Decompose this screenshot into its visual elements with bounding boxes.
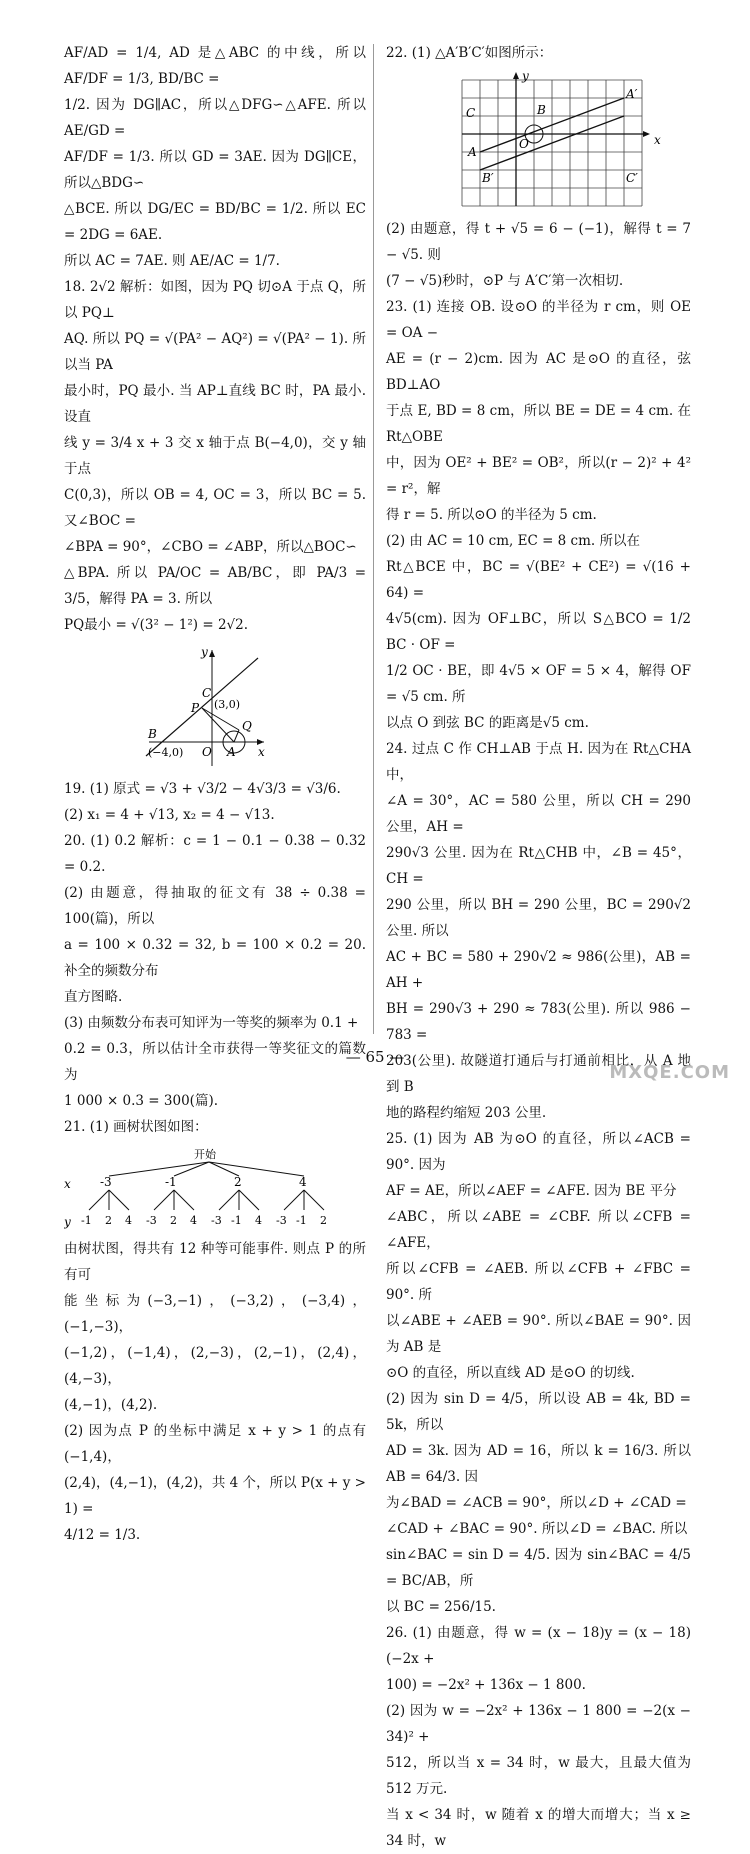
text-line: 最小时，PQ 最小. 当 AP⊥直线 BC 时，PA 最小. 设直	[64, 383, 366, 425]
text-line: 4/12 = 1/3.	[64, 1527, 141, 1543]
text-line: 所以 AC = 7AE. 则 AE/AC = 1/7.	[64, 253, 280, 269]
tree-node: -1	[165, 1175, 177, 1189]
text-line: AE = (r − 2)cm. 因为 AC 是⊙O 的直径，弦 BD⊥AO	[386, 351, 691, 393]
text-line: (7 − √5)秒时，⊙P 与 A′C′第一次相切.	[386, 273, 624, 289]
label: (3,0)	[214, 698, 241, 711]
text-line: (4,−1)，(4,2).	[64, 1397, 158, 1413]
text-line: 以 BC = 256/15.	[386, 1599, 496, 1615]
label: y	[201, 645, 208, 659]
text-line: 能坐标为(−3,−1)，(−3,2)，(−3,4)，(−1,−3)，	[64, 1293, 366, 1335]
tree-leaf: 4	[190, 1214, 197, 1227]
tree-node: -3	[100, 1175, 112, 1189]
label: A	[468, 145, 477, 159]
text-line: AD = 3k. 因为 AD = 16，所以 k = 16/3. 所以 AB = 64/3. 因	[386, 1443, 691, 1485]
label: B	[148, 727, 157, 741]
problem-19: 19. (1) 原式 = √3 + √3/2 − 4√3/3 = √3/6.	[64, 781, 341, 797]
text-line: BH = 290√3 + 290 ≈ 783(公里). 所以 986 − 783 =	[386, 1001, 691, 1043]
text-line: 线 y = 3/4 x + 3 交 x 轴于点 B(−4,0)，交 y 轴于点	[64, 435, 366, 477]
watermark: MXQE.COM	[609, 1062, 730, 1083]
text-line: (2) 由题意，得抽取的征文有 38 ÷ 0.38 = 100(篇)，所以	[64, 885, 366, 927]
text-line: AF/AD = 1/4, AD 是△ABC 的中线，所以 AF/DF = 1/3, BD/BC =	[64, 45, 366, 87]
text-line: 当 x < 34 时，w 随着 x 的增大而增大；当 x ≥ 34 时，w	[386, 1807, 691, 1849]
text-line: 100) = −2x² + 136x − 1 800.	[386, 1677, 586, 1693]
figure-22	[386, 72, 691, 210]
text-line: AQ. 所以 PQ = √(PA² − AQ²) = √(PA² − 1). 所以当 PA	[64, 331, 366, 373]
label: x	[258, 745, 265, 759]
label: C′	[626, 171, 638, 185]
text-line: ∠ABC，所以∠ABE = ∠CBF. 所以∠CFB = ∠AFE，	[386, 1209, 691, 1251]
text-line: 512，所以当 x = 34 时，w 最大，且最大值为 512 万元.	[386, 1755, 691, 1797]
text-line: AC + BC = 580 + 290√2 ≈ 986(公里)，AB = AH +	[386, 949, 691, 991]
label: x	[654, 133, 661, 147]
text-line: 0.2 = 0.3，所以估计全市获得一等奖征文的篇数为	[64, 1041, 366, 1083]
text-line: (2) 因为 sin D = 4/5，所以设 AB = 4k, BD = 5k，所以	[386, 1391, 691, 1433]
label: P	[191, 701, 200, 715]
text-line: (2) 由 AC = 10 cm, EC = 8 cm. 所以在	[386, 533, 640, 549]
tree-leaf: -1	[231, 1214, 242, 1227]
tree-y-label: y	[64, 1215, 71, 1229]
text-line: 290√3 公里. 因为在 Rt△CHB 中，∠B = 45°，CH =	[386, 845, 691, 887]
text-line: △BPA. 所以 PA/OC = AB/BC，即 PA/3 = 3/5，解得 PA = 3. 所以	[64, 565, 366, 607]
tree-leaf: 4	[255, 1214, 262, 1227]
text-line: 290 公里，所以 BH = 290 公里，BC = 290√2 公里. 所以	[386, 897, 691, 939]
label: C	[466, 106, 476, 120]
text-line: △BCE. 所以 DG/EC = BD/BC = 1/2. 所以 EC = 2DG = 6AE.	[64, 201, 366, 243]
tree-node: 2	[234, 1175, 242, 1189]
text-line: 1/2 OC · BE，即 4√5 × OF = 5 × 4，解得 OF = √5 cm. 所	[386, 663, 691, 705]
problem-20: 20. (1) 0.2 解析：c = 1 − 0.1 − 0.38 − 0.32 = 0.2.	[64, 833, 366, 875]
text-line: 中，因为 OE² + BE² = OB²，所以(r − 2)² + 4² = r²，解	[386, 455, 691, 497]
text-line: a = 100 × 0.32 = 32, b = 100 × 0.2 = 20. 补全的频数分布	[64, 937, 366, 979]
label: (−4,0)	[148, 746, 184, 759]
label: Q	[242, 719, 252, 733]
tree-leaf: -3	[146, 1214, 157, 1227]
tree-leaf: -3	[211, 1214, 222, 1227]
tree-leaf: -1	[296, 1214, 307, 1227]
tree-leaf: 4	[125, 1214, 132, 1227]
problem-25: 25. (1) 因为 AB 为⊙O 的直径，所以∠ACB = 90°. 因为	[386, 1131, 691, 1173]
problem-23: 23. (1) 连接 OB. 设⊙O 的半径为 r cm，则 OE = OA −	[386, 299, 691, 341]
label: B	[537, 103, 546, 117]
text-line: 4√5(cm). 因为 OF⊥BC，所以 S△BCO = 1/2 BC · OF =	[386, 611, 691, 653]
text-line: 直方图略.	[64, 989, 123, 1005]
text-line: ∠BPA = 90°，∠CBO = ∠ABP，所以△BOC∽	[64, 539, 357, 555]
label: B′	[482, 171, 494, 185]
label: y	[522, 72, 529, 83]
text-line: (2,4)，(4,−1)，(4,2)，共 4 个，所以 P(x + y > 1) =	[64, 1475, 366, 1517]
left-column	[64, 40, 366, 1548]
text-line: 以∠ABE + ∠AEB = 90°. 所以∠BAE = 90°. 因为 AB 是	[386, 1313, 691, 1355]
text-line: (3) 由频数分布表可知评为一等奖的频率为 0.1 +	[64, 1015, 359, 1031]
tree-x-label: x	[64, 1177, 71, 1191]
column-divider	[373, 44, 374, 1034]
text-line: (2) 因为点 P 的坐标中满足 x + y > 1 的点有(−1,4)，	[64, 1423, 366, 1465]
text-line: Rt△BCE 中，BC = √(BE² + CE²) = √(16 + 64) =	[386, 559, 691, 601]
text-line: 所以∠CFB = ∠AEB. 所以∠CFB + ∠FBC = 90°. 所	[386, 1261, 691, 1303]
tree-leaf: 2	[170, 1214, 177, 1227]
problem-22: 22. (1) △A′B′C′如图所示：	[386, 45, 553, 61]
text-line: ∠A = 30°，AC = 580 公里，所以 CH = 290 公里，AH =	[386, 793, 691, 835]
text-line: (2) x₁ = 4 + √13, x₂ = 4 − √13.	[64, 807, 275, 823]
text-line: 地的路程约缩短 203 公里.	[386, 1105, 547, 1121]
text-line: (2) 由题意，得 t + √5 = 6 − (−1)，解得 t = 7 − √5. 则	[386, 221, 691, 263]
text-line: (−1,2)，(−1,4)，(2,−3)，(2,−1)，(2,4)，(4,−3)，	[64, 1345, 366, 1387]
figure-18	[64, 644, 366, 770]
tree-root: 开始	[194, 1148, 216, 1161]
text-line: (2) 因为 w = −2x² + 136x − 1 800 = −2(x − 34)² +	[386, 1703, 691, 1745]
text-line: 1/2. 因为 DG∥AC，所以△DFG∽△AFE. 所以 AE/GD =	[64, 97, 366, 139]
problem-24: 24. 过点 C 作 CH⊥AB 于点 H. 因为在 Rt△CHA 中，	[386, 741, 691, 783]
label: O	[202, 745, 212, 759]
tree-leaf: -1	[81, 1214, 92, 1227]
label: A′	[626, 87, 638, 101]
text-line: 由树状图，得共有 12 种等可能事件. 则点 P 的所有可	[64, 1241, 366, 1283]
text-line: sin∠BAC = sin D = 4/5. 因为 sin∠BAC = 4/5 = BC/AB，所	[386, 1547, 691, 1589]
tree-leaf: 2	[320, 1214, 327, 1227]
tree-node: 4	[299, 1175, 307, 1189]
tree-diagram-21	[64, 1146, 366, 1230]
text-line: C(0,3)，所以 OB = 4, OC = 3，所以 BC = 5. 又∠BOC =	[64, 487, 366, 529]
right-column	[386, 40, 691, 1854]
text-line: 1 000 × 0.3 = 300(篇).	[64, 1093, 218, 1109]
label: C	[202, 686, 212, 700]
text-line: 为∠BAD = ∠ACB = 90°，所以∠D + ∠CAD =	[386, 1495, 687, 1511]
problem-21: 21. (1) 画树状图如图：	[64, 1119, 208, 1135]
label: A	[227, 745, 236, 759]
text-line: 得 r = 5. 所以⊙O 的半径为 5 cm.	[386, 507, 597, 523]
problem-26: 26. (1) 由题意，得 w = (x − 18)y = (x − 18)(−2x +	[386, 1625, 691, 1667]
page-number: — 65 —	[345, 1048, 405, 1066]
text-line: ⊙O 的直径，所以直线 AD 是⊙O 的切线.	[386, 1365, 635, 1381]
tree-leaf: -3	[276, 1214, 287, 1227]
text-line: AF = AE，所以∠AEF = ∠AFE. 因为 BE 平分	[386, 1183, 677, 1199]
text-line: 203(公里). 故隧道打通后与打通前相比，从 A 地到 B	[386, 1053, 691, 1095]
text-line: ∠CAD + ∠BAC = 90°. 所以∠D = ∠BAC. 所以	[386, 1521, 688, 1537]
text-line: 以点 O 到弦 BC 的距离是√5 cm.	[386, 715, 589, 731]
problem-18: 18. 2√2 解析：如图，因为 PQ 切⊙A 于点 Q，所以 PQ⊥	[64, 279, 366, 321]
text-line: AF/DF = 1/3. 所以 GD = 3AE. 因为 DG∥CE，所以△BDG∽	[64, 149, 366, 191]
label: O	[519, 137, 529, 151]
text-line: 于点 E, BD = 8 cm，所以 BE = DE = 4 cm. 在 Rt△OBE	[386, 403, 691, 445]
tree-leaf: 2	[105, 1214, 112, 1227]
text-line: PQ最小 = √(3² − 1²) = 2√2.	[64, 617, 249, 633]
